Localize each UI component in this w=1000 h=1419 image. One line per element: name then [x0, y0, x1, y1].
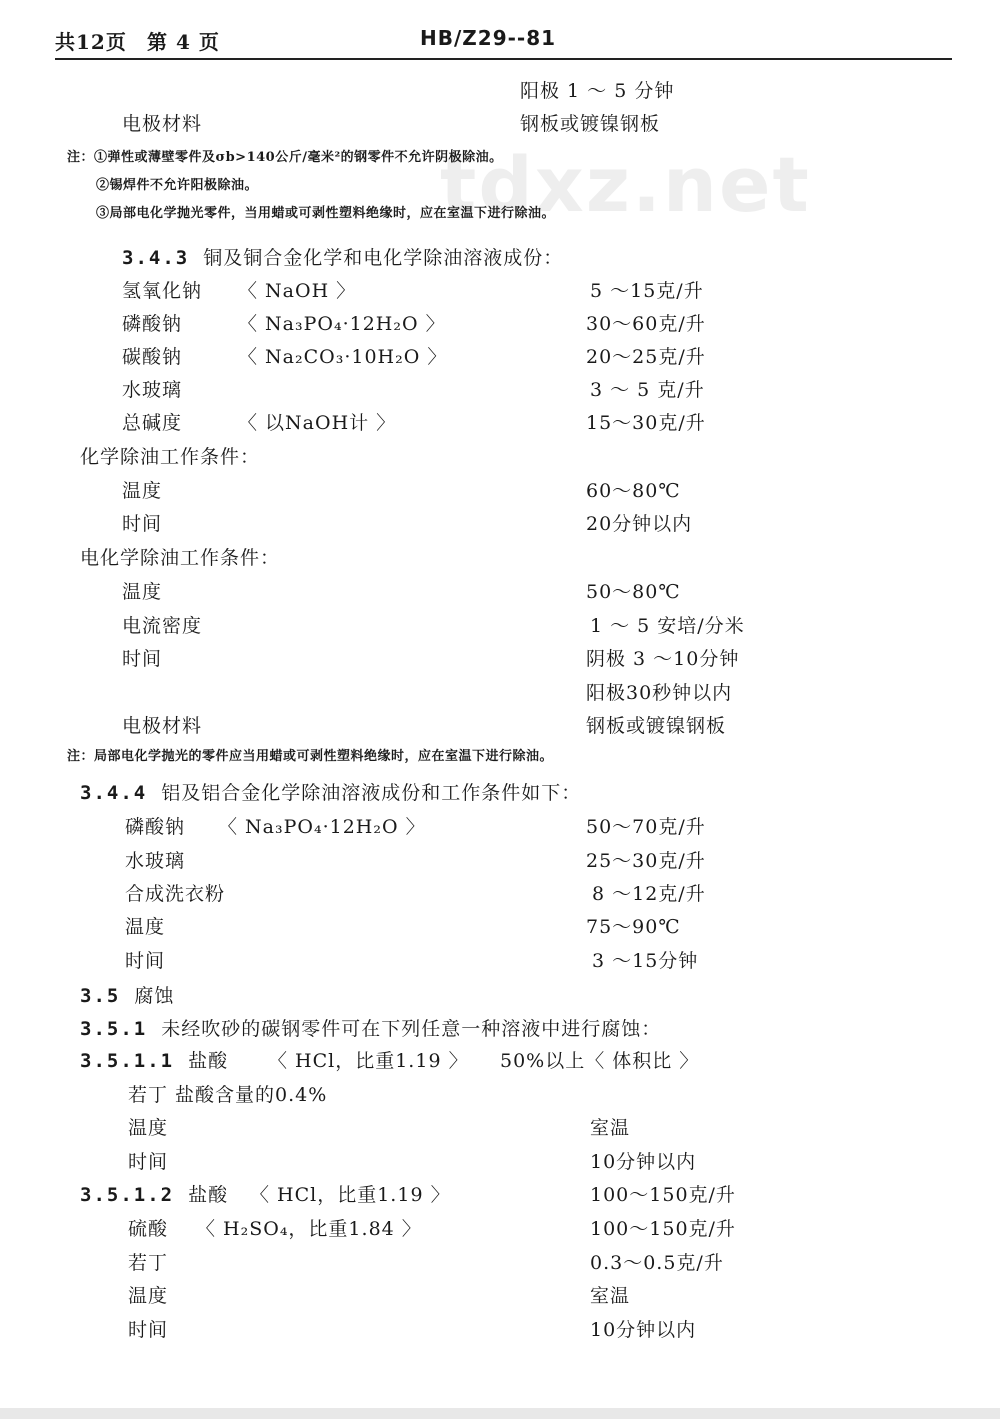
ingredient-formula: 〈 NaOH 〉: [238, 280, 357, 302]
ingredient-value: 50%以上〈 体积比 〉: [500, 1050, 700, 1072]
section-number: 3.5: [80, 985, 121, 1007]
note-3-4-3: 注：局部电化学抛光的零件应当用蜡或可剥性塑料绝缘时，应在室温下进行除油。: [67, 749, 554, 764]
standard-code: HB/Z29--81: [420, 26, 557, 50]
ingredient-value: 15～30克/升: [586, 412, 706, 434]
condition-name: 温度: [128, 1117, 169, 1139]
note-3: ③局部电化学抛光零件，当用蜡或可剥性塑料绝缘时，应在室温下进行除油。: [96, 206, 556, 221]
ingredient-value: 30～60克/升: [586, 313, 706, 335]
section-text: 未经吹砂的碳钢零件可在下列任意一种溶液中进行腐蚀：: [161, 1018, 662, 1040]
ingredient-value: 0.3～0.5克/升: [590, 1252, 724, 1274]
condition-name: 电极材料: [122, 715, 203, 737]
section-number: 3.4.4: [80, 782, 148, 804]
section-3-4-4: [80, 778, 581, 805]
note-2: ②锡焊件不允许阳极除油。: [96, 178, 259, 193]
ingredient-name: 水玻璃: [125, 850, 186, 872]
condition-value: 室温: [590, 1117, 631, 1139]
watermark: tdxz.net: [440, 140, 811, 229]
chem-conditions-title: 化学除油工作条件：: [80, 446, 261, 468]
condition-value: 1 ～ 5 安培/分米: [590, 615, 745, 637]
condition-value: 阳极30秒钟以内: [586, 682, 733, 704]
ingredient-name: 若丁: [128, 1252, 169, 1274]
ingredient-name: 合成洗衣粉: [125, 883, 226, 905]
section-number: 3.5.1: [80, 1018, 148, 1040]
condition-name: 温度: [122, 581, 163, 603]
ingredient-value: 8 ～12克/升: [592, 883, 706, 905]
ingredient-name: 磷酸钠: [122, 313, 183, 335]
ingredient-name: 碳酸钠: [122, 346, 183, 368]
section-3-5-1: [80, 1014, 661, 1041]
ingredient-value: 50～70克/升: [586, 816, 706, 838]
condition-value: 60～80℃: [586, 480, 681, 502]
ingredient-name: 磷酸钠: [125, 816, 186, 838]
ingredient-value: 5 ～15克/升: [590, 280, 704, 302]
condition-value: 室温: [590, 1285, 631, 1307]
ingredient-name: 氢氧化钠: [122, 280, 203, 302]
ingredient-value: 25～30克/升: [586, 850, 706, 872]
section-title: 铜及铜合金化学和电化学除油溶液成份：: [203, 247, 564, 269]
condition-value: 75～90℃: [586, 916, 681, 938]
condition-value: 3 ～15分钟: [592, 950, 699, 972]
condition-name: 时间: [128, 1319, 169, 1341]
condition-value: 20分钟以内: [586, 513, 693, 535]
ingredient-name: 盐酸: [188, 1050, 229, 1072]
electrode-label: 电极材料: [122, 113, 203, 135]
ingredient-value: 100～150克/升: [590, 1184, 736, 1206]
condition-name: 温度: [125, 916, 166, 938]
section-3-5-1-2: [80, 1180, 228, 1207]
condition-value: 10分钟以内: [590, 1319, 697, 1341]
section-number: 3.5.1.2: [80, 1184, 175, 1206]
condition-name: 时间: [122, 513, 163, 535]
ingredient-formula: 〈 Na₂CO₃·10H₂O 〉: [238, 346, 448, 368]
ingredient-value: 3 ～ 5 克/升: [590, 379, 705, 401]
ingredient-name: 硫酸: [128, 1218, 169, 1240]
ingredient-formula: 〈 Na₃PO₄·12H₂O 〉: [218, 816, 426, 838]
ingredient-formula: 〈 以NaOH计 〉: [238, 412, 397, 434]
ingredient-value: 20～25克/升: [586, 346, 706, 368]
ingredient-value: 100～150克/升: [590, 1218, 736, 1240]
elec-conditions-title: 电化学除油工作条件：: [80, 547, 281, 569]
condition-name: 时间: [122, 648, 163, 670]
ingredient-name: 盐酸: [188, 1184, 229, 1206]
total-pages: 共12页: [55, 30, 127, 54]
ingredient-formula: 〈 HCl，比重1.19 〉: [268, 1050, 469, 1072]
note-1: 注：①弹性或薄壁零件及σb>140公斤/毫米²的钢零件不允许阴极除油。: [67, 150, 503, 165]
ingredient-formula: 〈 HCl，比重1.19 〉: [250, 1184, 451, 1206]
condition-name: 时间: [125, 950, 166, 972]
condition-name: 时间: [128, 1151, 169, 1173]
electrode-value: 钢板或镀镍钢板: [520, 113, 661, 135]
section-number: 3.5.1.1: [80, 1050, 175, 1072]
condition-name: 电流密度: [122, 615, 203, 637]
ingredient-name: 水玻璃: [122, 379, 183, 401]
anode-time: 阳极 1 ～ 5 分钟: [520, 80, 675, 102]
section-title: 腐蚀: [134, 985, 175, 1007]
ingredient-formula: 〈 Na₃PO₄·12H₂O 〉: [238, 313, 446, 335]
header-rule: [55, 58, 952, 60]
ingredient-name: 总碱度: [122, 412, 183, 434]
ruoding-line: 若丁 盐酸含量的0.4%: [128, 1084, 328, 1106]
condition-value: 10分钟以内: [590, 1151, 697, 1173]
section-number: 3.4.3: [122, 247, 190, 269]
section-3-5-1-1: [80, 1046, 228, 1073]
section-3-4-3: [122, 243, 563, 270]
condition-value: 钢板或镀镍钢板: [586, 715, 727, 737]
section-3-5: [80, 981, 174, 1008]
condition-name: 温度: [128, 1285, 169, 1307]
bottom-edge: [0, 1408, 1000, 1419]
condition-value: 阴极 3 ～10分钟: [586, 648, 740, 670]
condition-name: 温度: [122, 480, 163, 502]
condition-value: 50～80℃: [586, 581, 681, 603]
section-title: 铝及铝合金化学除油溶液成份和工作条件如下：: [161, 782, 582, 804]
page-number: 第 4 页: [147, 30, 220, 54]
ingredient-formula: 〈 H₂SO₄，比重1.84 〉: [196, 1218, 422, 1240]
